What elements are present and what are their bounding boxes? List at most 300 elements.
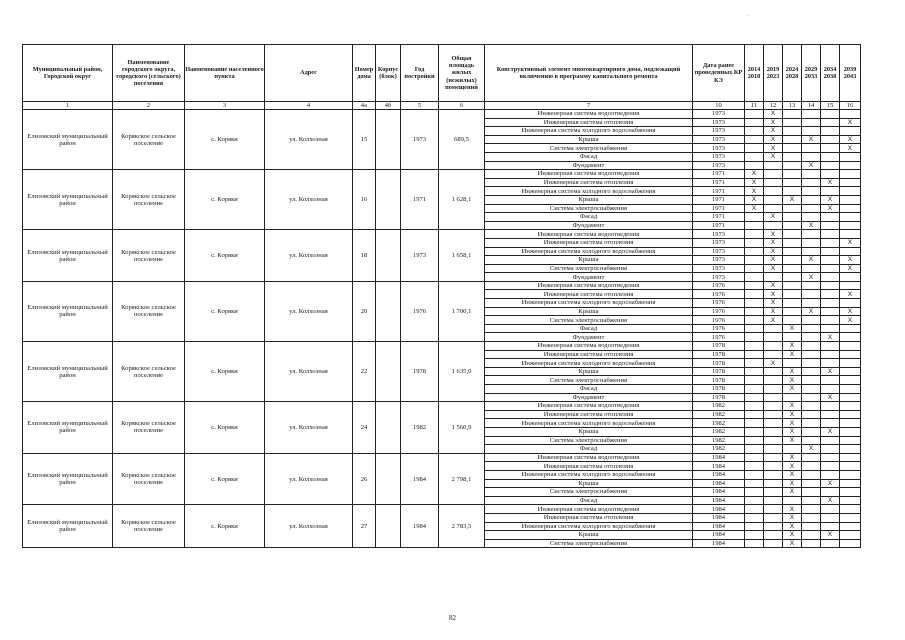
- period-mark-cell: [764, 376, 783, 385]
- table-header-row: [23, 45, 861, 102]
- period-mark-cell: [783, 187, 802, 196]
- element-name-cell: Инженерная система холодного водоснабжения: [485, 127, 693, 136]
- period-mark-cell: [821, 247, 840, 256]
- period-mark-cell: [764, 170, 783, 179]
- period-mark-cell: [745, 118, 764, 127]
- period-mark-cell: [840, 152, 861, 161]
- period-mark-cell: [764, 385, 783, 394]
- prior-repair-date-cell: 1984: [693, 462, 745, 471]
- prior-repair-date-cell: 1973: [693, 110, 745, 119]
- element-name-cell: Система электроснабжения: [485, 316, 693, 325]
- period-mark-cell: [745, 238, 764, 247]
- period-mark-cell: [764, 488, 783, 497]
- period-mark-cell: X: [783, 531, 802, 540]
- prior-repair-date-cell: 1984: [693, 522, 745, 531]
- period-mark-cell: [764, 436, 783, 445]
- prior-repair-date-cell: 1984: [693, 539, 745, 548]
- period-mark-cell: [745, 152, 764, 161]
- year-cell: 1984: [401, 453, 439, 505]
- period-mark-cell: [840, 402, 861, 411]
- period-mark-cell: [745, 144, 764, 153]
- district-cell: Елизовский муниципальный район: [23, 342, 113, 402]
- period-mark-cell: [821, 230, 840, 239]
- period-mark-cell: [745, 376, 764, 385]
- period-mark-cell: [745, 359, 764, 368]
- district-cell: Елизовский муниципальный район: [23, 230, 113, 282]
- element-name-cell: Система электроснабжения: [485, 539, 693, 548]
- period-mark-cell: [783, 204, 802, 213]
- period-mark-cell: [764, 462, 783, 471]
- period-mark-cell: [840, 204, 861, 213]
- period-mark-cell: [821, 152, 840, 161]
- block-cell: [376, 402, 401, 454]
- period-mark-cell: [840, 324, 861, 333]
- table-row: [23, 505, 861, 514]
- header-district: Муниципальный район, Городской округ: [23, 45, 113, 102]
- period-mark-cell: X: [802, 135, 821, 144]
- period-mark-cell: [821, 462, 840, 471]
- period-mark-cell: [840, 110, 861, 119]
- period-mark-cell: [802, 393, 821, 402]
- prior-repair-date-cell: 1976: [693, 316, 745, 325]
- period-mark-cell: [783, 496, 802, 505]
- period-mark-cell: [840, 539, 861, 548]
- period-mark-cell: X: [783, 376, 802, 385]
- period-mark-cell: X: [764, 281, 783, 290]
- district-cell: Елизовский муниципальный район: [23, 453, 113, 505]
- element-name-cell: Инженерная система отопления: [485, 350, 693, 359]
- address-cell: ул. Колхозная: [265, 402, 353, 454]
- element-name-cell: Фундамент: [485, 393, 693, 402]
- period-mark-cell: [802, 462, 821, 471]
- header-period-2019: 2019 2023: [764, 45, 783, 102]
- period-mark-cell: [802, 402, 821, 411]
- period-mark-cell: [764, 419, 783, 428]
- period-mark-cell: [840, 127, 861, 136]
- period-mark-cell: X: [840, 316, 861, 325]
- period-mark-cell: [745, 445, 764, 454]
- period-mark-cell: [802, 281, 821, 290]
- settlement-cell: Корякское сельское поселение: [113, 110, 185, 170]
- period-mark-cell: [764, 221, 783, 230]
- table-row: [23, 453, 861, 462]
- prior-repair-date-cell: 1976: [693, 281, 745, 290]
- period-mark-cell: X: [840, 290, 861, 299]
- period-mark-cell: [802, 230, 821, 239]
- header-element: Конструктивный элемент многоквартирного дома, подлежащий включению в программу капитального ремонта: [485, 45, 693, 102]
- period-mark-cell: [840, 505, 861, 514]
- period-mark-cell: X: [764, 299, 783, 308]
- period-mark-cell: [840, 333, 861, 342]
- period-mark-cell: X: [764, 247, 783, 256]
- period-mark-cell: [745, 393, 764, 402]
- period-mark-cell: [802, 453, 821, 462]
- prior-repair-date-cell: 1973: [693, 144, 745, 153]
- page-number: 82: [449, 614, 456, 622]
- house-number-cell: 20: [353, 281, 376, 341]
- period-mark-cell: [783, 281, 802, 290]
- element-name-cell: Крыша: [485, 256, 693, 265]
- period-mark-cell: X: [840, 238, 861, 247]
- period-mark-cell: [783, 316, 802, 325]
- house-group: [23, 453, 861, 505]
- period-mark-cell: [821, 488, 840, 497]
- period-mark-cell: [802, 342, 821, 351]
- period-mark-cell: [802, 479, 821, 488]
- period-mark-cell: [840, 367, 861, 376]
- period-mark-cell: [783, 299, 802, 308]
- column-number: 3: [185, 102, 265, 110]
- prior-repair-date-cell: 1982: [693, 436, 745, 445]
- period-mark-cell: [745, 419, 764, 428]
- element-name-cell: Инженерная система отопления: [485, 238, 693, 247]
- period-mark-cell: [821, 539, 840, 548]
- element-name-cell: Фасад: [485, 496, 693, 505]
- period-mark-cell: [840, 410, 861, 419]
- period-mark-cell: [764, 178, 783, 187]
- element-name-cell: Крыша: [485, 427, 693, 436]
- period-mark-cell: [840, 393, 861, 402]
- prior-repair-date-cell: 1971: [693, 178, 745, 187]
- period-mark-cell: [802, 213, 821, 222]
- address-cell: ул. Колхозная: [265, 110, 353, 170]
- prior-repair-date-cell: 1982: [693, 445, 745, 454]
- year-cell: 1973: [401, 230, 439, 282]
- period-mark-cell: [840, 453, 861, 462]
- period-mark-cell: [821, 221, 840, 230]
- house-number-cell: 16: [353, 170, 376, 230]
- period-mark-cell: X: [783, 513, 802, 522]
- prior-repair-date-cell: 1984: [693, 479, 745, 488]
- element-name-cell: Фундамент: [485, 333, 693, 342]
- prior-repair-date-cell: 1973: [693, 152, 745, 161]
- period-mark-cell: [745, 247, 764, 256]
- column-number: 5: [401, 102, 439, 110]
- column-number: 4а: [353, 102, 376, 110]
- period-mark-cell: X: [802, 221, 821, 230]
- period-mark-cell: X: [764, 264, 783, 273]
- prior-repair-date-cell: 1976: [693, 299, 745, 308]
- period-mark-cell: [802, 333, 821, 342]
- period-mark-cell: X: [821, 479, 840, 488]
- element-name-cell: Инженерная система водоотведения: [485, 505, 693, 514]
- period-mark-cell: [764, 513, 783, 522]
- period-mark-cell: [821, 170, 840, 179]
- prior-repair-date-cell: 1973: [693, 127, 745, 136]
- period-mark-cell: [821, 299, 840, 308]
- period-mark-cell: [821, 436, 840, 445]
- period-mark-cell: [783, 118, 802, 127]
- element-name-cell: Инженерная система водоотведения: [485, 110, 693, 119]
- period-mark-cell: [821, 213, 840, 222]
- period-mark-cell: [745, 127, 764, 136]
- header-house-number: Номер дома: [353, 45, 376, 102]
- period-mark-cell: [840, 427, 861, 436]
- period-mark-cell: X: [764, 127, 783, 136]
- period-mark-cell: [802, 359, 821, 368]
- period-mark-cell: [745, 462, 764, 471]
- area-cell: 1 560,9: [439, 402, 485, 454]
- district-cell: Елизовский муниципальный район: [23, 505, 113, 548]
- period-mark-cell: X: [764, 230, 783, 239]
- table-row: [23, 281, 861, 290]
- element-name-cell: Система электроснабжения: [485, 264, 693, 273]
- period-mark-cell: X: [821, 427, 840, 436]
- corner-mark: ·: [747, 13, 749, 19]
- period-mark-cell: [745, 256, 764, 265]
- period-mark-cell: [840, 247, 861, 256]
- house-group: [23, 230, 861, 282]
- house-number-cell: 15: [353, 110, 376, 170]
- block-cell: [376, 230, 401, 282]
- column-number: 4б: [376, 102, 401, 110]
- column-number: 1: [23, 102, 113, 110]
- element-name-cell: Система электроснабжения: [485, 144, 693, 153]
- period-mark-cell: [764, 496, 783, 505]
- period-mark-cell: [764, 273, 783, 282]
- period-mark-cell: [764, 445, 783, 454]
- address-cell: ул. Колхозная: [265, 230, 353, 282]
- period-mark-cell: [745, 539, 764, 548]
- prior-repair-date-cell: 1978: [693, 350, 745, 359]
- period-mark-cell: [840, 230, 861, 239]
- table-row: [23, 110, 861, 119]
- period-mark-cell: [802, 505, 821, 514]
- settlement-cell: Корякское сельское поселение: [113, 342, 185, 402]
- period-mark-cell: [783, 152, 802, 161]
- period-mark-cell: [764, 453, 783, 462]
- period-mark-cell: X: [802, 445, 821, 454]
- period-mark-cell: [821, 522, 840, 531]
- period-mark-cell: [802, 247, 821, 256]
- period-mark-cell: [764, 161, 783, 170]
- period-mark-cell: [840, 488, 861, 497]
- element-name-cell: Фасад: [485, 324, 693, 333]
- period-mark-cell: [840, 376, 861, 385]
- period-mark-cell: [764, 505, 783, 514]
- period-mark-cell: [745, 333, 764, 342]
- header-period-2039: 2039 2043: [840, 45, 861, 102]
- period-mark-cell: [821, 419, 840, 428]
- period-mark-cell: [783, 273, 802, 282]
- period-mark-cell: X: [840, 307, 861, 316]
- period-mark-cell: [764, 187, 783, 196]
- house-group: [23, 342, 861, 402]
- period-mark-cell: [802, 385, 821, 394]
- period-mark-cell: [745, 385, 764, 394]
- period-mark-cell: [802, 419, 821, 428]
- element-name-cell: Инженерная система водоотведения: [485, 281, 693, 290]
- column-number: 2: [113, 102, 185, 110]
- period-mark-cell: X: [764, 316, 783, 325]
- period-mark-cell: X: [764, 238, 783, 247]
- prior-repair-date-cell: 1971: [693, 221, 745, 230]
- element-name-cell: Инженерная система водоотведения: [485, 170, 693, 179]
- period-mark-cell: X: [783, 419, 802, 428]
- period-mark-cell: [783, 290, 802, 299]
- period-mark-cell: [840, 178, 861, 187]
- column-number: 12: [764, 102, 783, 110]
- period-mark-cell: [764, 522, 783, 531]
- prior-repair-date-cell: 1973: [693, 273, 745, 282]
- year-cell: 1978: [401, 342, 439, 402]
- prior-repair-date-cell: 1973: [693, 238, 745, 247]
- period-mark-cell: [783, 178, 802, 187]
- column-number-row: [23, 102, 861, 110]
- address-cell: ул. Колхозная: [265, 453, 353, 505]
- element-name-cell: Фасад: [485, 385, 693, 394]
- house-group: [23, 110, 861, 170]
- period-mark-cell: X: [764, 110, 783, 119]
- period-mark-cell: [745, 427, 764, 436]
- period-mark-cell: [783, 161, 802, 170]
- prior-repair-date-cell: 1971: [693, 187, 745, 196]
- column-number: 10: [693, 102, 745, 110]
- period-mark-cell: [802, 204, 821, 213]
- period-mark-cell: X: [840, 264, 861, 273]
- locality-cell: с. Коряки: [185, 505, 265, 548]
- period-mark-cell: [783, 230, 802, 239]
- period-mark-cell: [764, 470, 783, 479]
- period-mark-cell: [802, 488, 821, 497]
- period-mark-cell: [745, 470, 764, 479]
- period-mark-cell: [840, 531, 861, 540]
- period-mark-cell: [840, 281, 861, 290]
- period-mark-cell: [764, 539, 783, 548]
- period-mark-cell: X: [764, 290, 783, 299]
- period-mark-cell: [821, 453, 840, 462]
- period-mark-cell: [840, 385, 861, 394]
- period-mark-cell: X: [821, 195, 840, 204]
- period-mark-cell: [783, 135, 802, 144]
- year-cell: 1982: [401, 402, 439, 454]
- header-settlement: Наименование городского округа, городского (сельского) поселения: [113, 45, 185, 102]
- period-mark-cell: [745, 513, 764, 522]
- period-mark-cell: X: [764, 118, 783, 127]
- period-mark-cell: [764, 427, 783, 436]
- period-mark-cell: [764, 531, 783, 540]
- period-mark-cell: [745, 273, 764, 282]
- period-mark-cell: [821, 118, 840, 127]
- period-mark-cell: [745, 290, 764, 299]
- period-mark-cell: [821, 161, 840, 170]
- locality-cell: с. Коряки: [185, 342, 265, 402]
- element-name-cell: Система электроснабжения: [485, 376, 693, 385]
- period-mark-cell: [821, 445, 840, 454]
- block-cell: [376, 110, 401, 170]
- period-mark-cell: [840, 221, 861, 230]
- block-cell: [376, 342, 401, 402]
- period-mark-cell: [783, 144, 802, 153]
- element-name-cell: Крыша: [485, 135, 693, 144]
- period-mark-cell: X: [764, 135, 783, 144]
- period-mark-cell: [802, 152, 821, 161]
- period-mark-cell: [840, 350, 861, 359]
- element-name-cell: Инженерная система отопления: [485, 513, 693, 522]
- prior-repair-date-cell: 1982: [693, 410, 745, 419]
- element-name-cell: Фундамент: [485, 221, 693, 230]
- period-mark-cell: [840, 359, 861, 368]
- address-cell: ул. Колхозная: [265, 342, 353, 402]
- period-mark-cell: X: [783, 479, 802, 488]
- element-name-cell: Крыша: [485, 367, 693, 376]
- period-mark-cell: [802, 513, 821, 522]
- period-mark-cell: [821, 135, 840, 144]
- settlement-cell: Корякское сельское поселение: [113, 170, 185, 230]
- block-cell: [376, 170, 401, 230]
- header-year: Год постройки: [401, 45, 439, 102]
- prior-repair-date-cell: 1973: [693, 161, 745, 170]
- element-name-cell: Фундамент: [485, 273, 693, 282]
- element-name-cell: Инженерная система отопления: [485, 290, 693, 299]
- period-mark-cell: [745, 488, 764, 497]
- district-cell: Елизовский муниципальный район: [23, 402, 113, 454]
- house-group: [23, 402, 861, 454]
- element-name-cell: Инженерная система холодного водоснабжения: [485, 419, 693, 428]
- period-mark-cell: [821, 110, 840, 119]
- period-mark-cell: [802, 299, 821, 308]
- element-name-cell: Инженерная система холодного водоснабжения: [485, 522, 693, 531]
- prior-repair-date-cell: 1984: [693, 505, 745, 514]
- period-mark-cell: [783, 170, 802, 179]
- element-name-cell: Фасад: [485, 213, 693, 222]
- locality-cell: с. Коряки: [185, 230, 265, 282]
- period-mark-cell: [840, 213, 861, 222]
- period-mark-cell: [745, 110, 764, 119]
- element-name-cell: Инженерная система отопления: [485, 118, 693, 127]
- period-mark-cell: [802, 324, 821, 333]
- period-mark-cell: [821, 350, 840, 359]
- period-mark-cell: X: [764, 256, 783, 265]
- period-mark-cell: [840, 462, 861, 471]
- year-cell: 1976: [401, 281, 439, 341]
- period-mark-cell: [802, 470, 821, 479]
- column-number: 16: [840, 102, 861, 110]
- prior-repair-date-cell: 1971: [693, 213, 745, 222]
- period-mark-cell: [783, 238, 802, 247]
- period-mark-cell: [821, 470, 840, 479]
- period-mark-cell: [764, 479, 783, 488]
- column-number: 13: [783, 102, 802, 110]
- house-number-cell: 26: [353, 453, 376, 505]
- period-mark-cell: [802, 316, 821, 325]
- period-mark-cell: [821, 290, 840, 299]
- period-mark-cell: [802, 531, 821, 540]
- prior-repair-date-cell: 1976: [693, 307, 745, 316]
- area-cell: 689,5: [439, 110, 485, 170]
- period-mark-cell: X: [764, 213, 783, 222]
- prior-repair-date-cell: 1984: [693, 531, 745, 540]
- period-mark-cell: [802, 410, 821, 419]
- house-number-cell: 22: [353, 342, 376, 402]
- prior-repair-date-cell: 1978: [693, 393, 745, 402]
- period-mark-cell: [745, 436, 764, 445]
- period-mark-cell: [821, 144, 840, 153]
- period-mark-cell: X: [764, 307, 783, 316]
- header-period-2029: 2029 2033: [802, 45, 821, 102]
- house-group: [23, 505, 861, 548]
- period-mark-cell: [840, 187, 861, 196]
- element-name-cell: Инженерная система холодного водоснабжения: [485, 359, 693, 368]
- period-mark-cell: [745, 161, 764, 170]
- house-number-cell: 24: [353, 402, 376, 454]
- element-name-cell: Фасад: [485, 152, 693, 161]
- area-cell: 1 635,0: [439, 342, 485, 402]
- prior-repair-date-cell: 1984: [693, 453, 745, 462]
- period-mark-cell: X: [783, 522, 802, 531]
- period-mark-cell: [745, 316, 764, 325]
- locality-cell: с. Коряки: [185, 110, 265, 170]
